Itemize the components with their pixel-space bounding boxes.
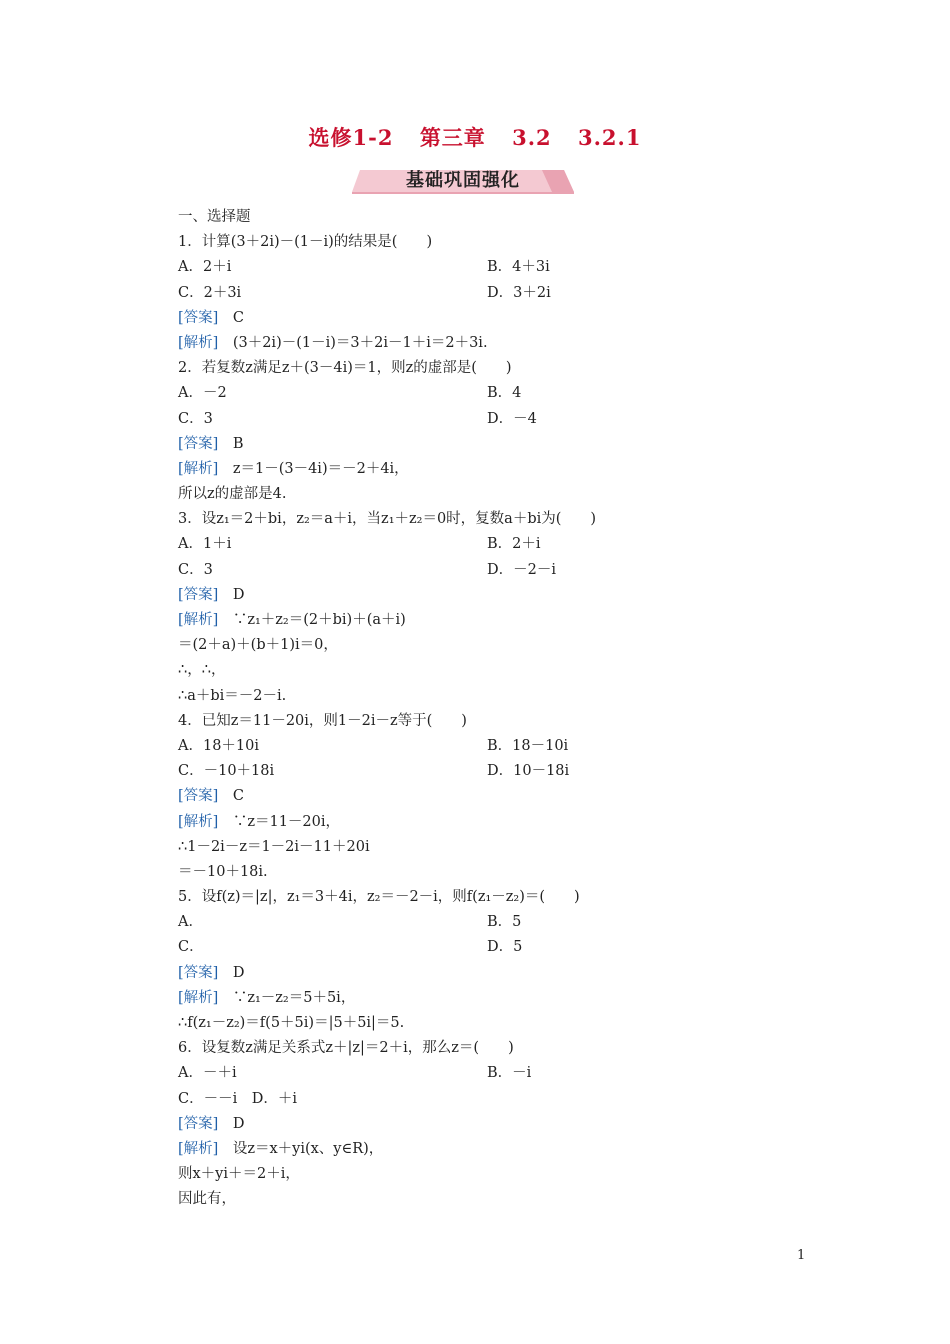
text-line — [178, 810, 858, 835]
text-line — [178, 684, 858, 709]
answer-tag: [答案] — [178, 309, 219, 326]
line-text: ∴1－2i－z＝1－2i－11＋20i — [178, 838, 370, 855]
line-text: A．－2 — [178, 385, 227, 402]
line-text: 所以z的虚部是4. — [178, 486, 287, 503]
line-text: ∵z₁＋z₂＝(2＋bi)＋(a＋i) — [218, 612, 406, 628]
line-text: C．3 — [178, 410, 213, 427]
text-line — [178, 608, 858, 633]
text-line — [178, 1061, 858, 1086]
line-text: C．－－i D．＋i — [178, 1090, 297, 1107]
text-line — [178, 457, 858, 482]
text-line — [178, 532, 858, 557]
answer-tag: [答案] — [178, 1115, 219, 1132]
answer-tag: [解析] — [178, 1140, 219, 1157]
title-part: 选修1-2 — [308, 125, 394, 150]
option-right: D．3＋2i — [487, 284, 551, 301]
text-line — [178, 482, 858, 507]
text-line — [178, 1087, 858, 1112]
line-text: A．2＋i — [178, 259, 232, 276]
title-part: 第三章 — [419, 125, 486, 150]
option-right: B．2＋i — [487, 536, 541, 553]
text-line — [178, 1011, 858, 1036]
text-line — [178, 583, 858, 608]
line-text: A．－＋i — [178, 1065, 237, 1082]
line-text: 3．设z₁＝2＋bi，z₂＝a＋i，当z₁＋z₂＝0时，复数a＋bi为( ) — [178, 511, 597, 528]
line-text: ∴f(z₁－z₂)＝f(5＋5i)＝|5＋5i|＝5. — [178, 1015, 405, 1031]
line-text: 2．若复数z满足z＋(3－4i)＝1，则z的虚部是( ) — [178, 360, 512, 377]
text-line — [178, 1137, 858, 1162]
line-text: 1．计算(3＋2i)－(1－i)的结果是( ) — [178, 234, 433, 251]
text-line — [178, 633, 858, 658]
line-text: C．－10＋18i — [178, 763, 275, 780]
line-text: C．3 — [178, 561, 213, 578]
text-line — [178, 1112, 858, 1137]
line-text: 一、选择题 — [178, 209, 251, 225]
text-line — [178, 784, 858, 809]
line-text: ＝(2＋a)＋(b＋1)i＝0， — [178, 637, 338, 654]
text-line — [178, 306, 858, 331]
line-text: C — [218, 788, 244, 805]
line-text: ∴a＋bi＝－2－i. — [178, 687, 287, 704]
line-text: ∴，∴， — [178, 662, 226, 679]
title-part: 3.2 — [512, 125, 552, 150]
line-text: 5．设f(z)＝|z|，z₁＝3＋4i，z₂＝－2－i，则f(z₁－z₂)＝( ) — [178, 889, 580, 906]
text-line — [178, 935, 858, 960]
line-text: 4．已知z＝11－20i，则1－2i－z等于( ) — [178, 712, 467, 729]
text-line — [178, 205, 858, 230]
option-right: D．－2－i — [487, 561, 556, 578]
text-line — [178, 709, 858, 734]
line-text: 6．设复数z满足关系式z＋|z|＝2＋i，那么z＝( ) — [178, 1040, 514, 1057]
line-text: C． — [178, 939, 204, 956]
line-text: ∵z₁－z₂＝5＋5i， — [218, 989, 356, 1006]
text-line — [178, 558, 858, 583]
option-right: B．18－10i — [487, 737, 569, 754]
text-line — [178, 331, 858, 356]
answer-tag: [解析] — [178, 989, 219, 1006]
line-text: A． — [178, 914, 203, 931]
line-text: 设z＝x＋yi(x、y∈R)， — [218, 1140, 384, 1157]
text-line — [178, 860, 858, 885]
text-line — [178, 507, 858, 532]
option-right: D．－4 — [487, 410, 537, 427]
line-text: (3＋2i)－(1－i)＝3＋2i－1＋i＝2＋3i. — [218, 334, 488, 351]
section-banner: 基础巩固强化 — [406, 170, 520, 191]
text-line — [178, 356, 858, 381]
answer-tag: [解析] — [178, 460, 219, 477]
answer-tag: [解析] — [178, 612, 219, 628]
text-line — [178, 759, 858, 784]
text-line — [178, 1036, 858, 1061]
line-text: ∵z＝11－20i， — [218, 813, 341, 830]
line-text: ＝－10＋18i. — [178, 863, 268, 880]
page-number: 1 — [797, 1248, 806, 1263]
line-text: 因此有， — [178, 1191, 236, 1208]
text-line — [178, 1187, 858, 1212]
option-right: D．10－18i — [487, 763, 570, 780]
line-text: C — [218, 309, 244, 326]
text-line — [178, 910, 858, 935]
answer-tag: [答案] — [178, 788, 219, 805]
text-line — [178, 432, 858, 457]
option-right: B．4 — [487, 385, 522, 402]
text-line — [178, 885, 858, 910]
line-text: C．2＋3i — [178, 284, 242, 301]
text-line — [178, 658, 858, 683]
text-line — [178, 835, 858, 860]
option-right: D．5 — [487, 939, 523, 956]
text-line — [178, 407, 858, 432]
text-line — [178, 1162, 858, 1187]
answer-tag: [答案] — [178, 435, 219, 452]
text-line — [178, 281, 858, 306]
line-text: A．1＋i — [178, 536, 232, 553]
answer-tag: [答案] — [178, 964, 219, 981]
text-line — [178, 381, 858, 406]
line-text: z＝1－(3－4i)＝－2＋4i， — [218, 460, 409, 477]
line-text: A．18＋10i — [178, 737, 260, 754]
text-line — [178, 734, 858, 759]
text-line — [178, 255, 858, 280]
answer-tag: [答案] — [178, 586, 219, 603]
line-text: 则x＋yi＋＝2＋i， — [178, 1166, 300, 1183]
text-line — [178, 986, 858, 1011]
option-right: B．5 — [487, 914, 522, 931]
text-line — [178, 230, 858, 255]
line-text: D — [218, 586, 245, 603]
line-text: B — [218, 435, 244, 452]
answer-tag: [解析] — [178, 813, 219, 830]
chapter-title — [0, 122, 950, 152]
option-right: B．－i — [487, 1065, 532, 1082]
text-line — [178, 961, 858, 986]
line-text: D — [218, 1115, 245, 1132]
answer-tag: [解析] — [178, 334, 219, 351]
exercise-content — [178, 205, 858, 1213]
option-right: B．4＋3i — [487, 259, 550, 276]
title-part: 3.2.1 — [577, 125, 642, 150]
line-text: D — [218, 964, 245, 981]
